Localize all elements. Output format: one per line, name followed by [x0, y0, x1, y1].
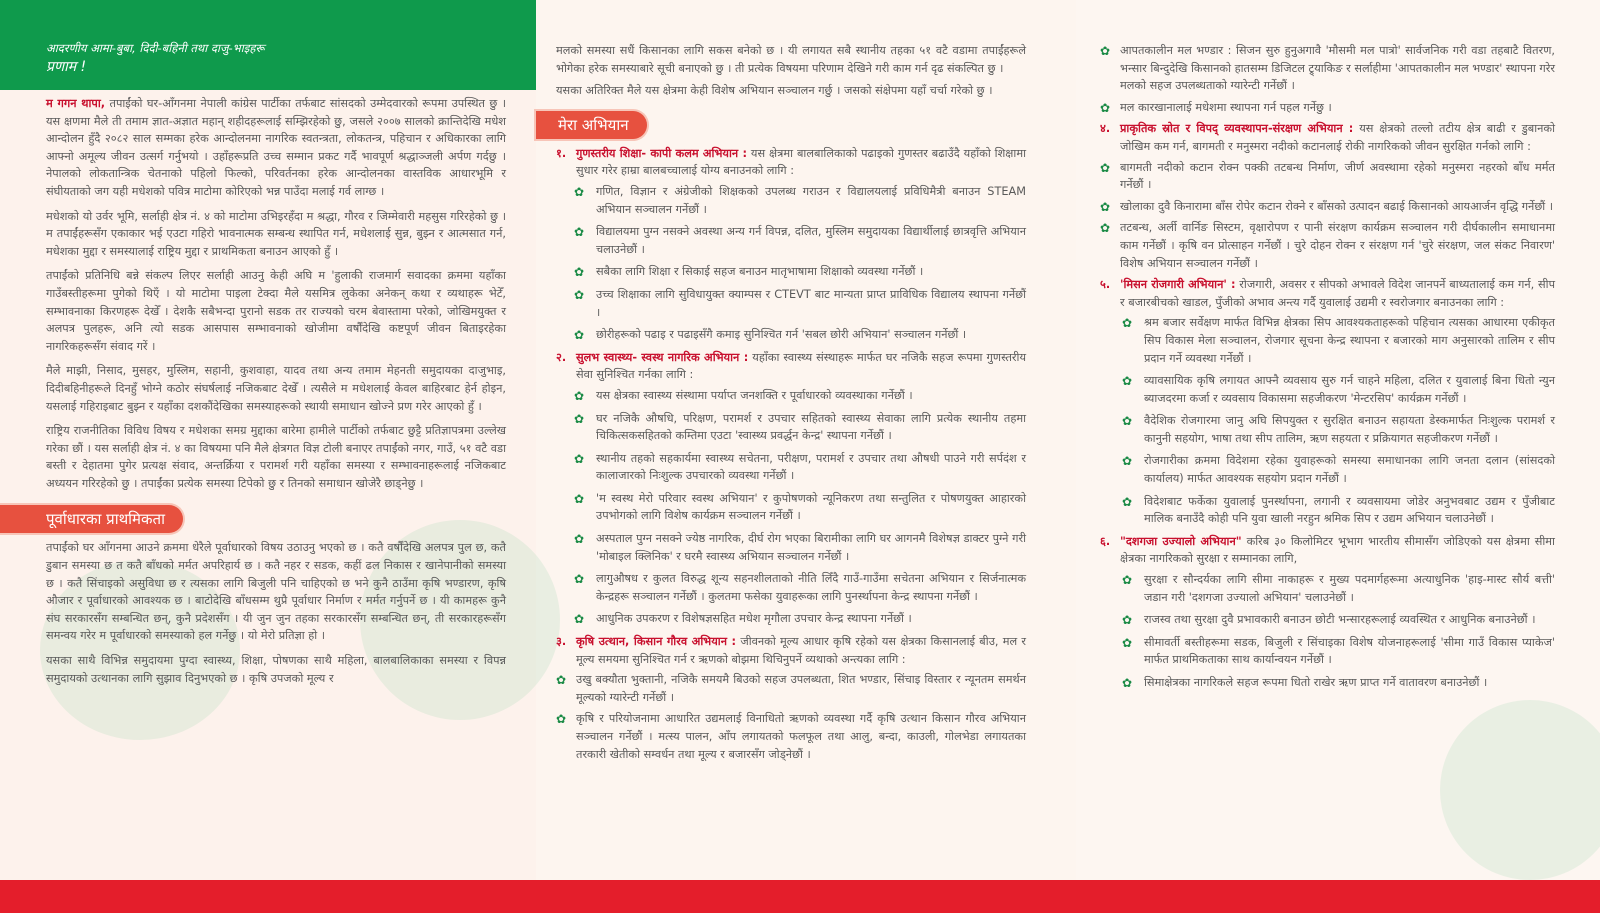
- list-item: ✿ कृषि र परियोजनामा आधारित उद्यमलाई विनाधितो ऋणको व्यवस्था गर्दै कृषि उत्थान किसान गौरव अभियान सञ्चालन गर्नेछौं । मत्स्य पालन, आँप लगायतको फलफूल तथा आलु, बन्दा, काउली, गोलभेडा लगायतका तरकारी खेतीको सम्वर्धन तथा मूल्य र बजारसँग जोड्नेछौं ।: [556, 712, 1026, 761]
- list-item: ✿ उच्च शिक्षाका लागि सुविधायुक्त क्याम्पस र CTEVT बाट मान्यता प्राप्त प्राविधिक विद्यालय स्थापना गर्नेछौं ।: [574, 287, 1026, 319]
- campaign-item-employment: ५. 'मिसन रोजगारी अभियान' : रोजगारी, अवसर र सीपको अभावले विदेश जानपर्ने बाध्यतालाई कम गर्न, सीप र बजारबीचको खाडल, पुँजीको अभाव अन्त्य गर्दै युवालाई उद्यमी र स्वरोजगार बनाउनका लागि :: [1100, 278, 1555, 309]
- paragraph: तपाईंको प्रतिनिधि बन्ने संकल्प लिएर सर्लाही आउनु केही अघि म 'हुलाकी राजमार्ग सवादका क्रममा यहाँका गाउँबस्तीहरूमा पुगेको थिएँ । यो माटोमा पाइला टेक्दा मैले यसमित्र लुकेका अनेकन् कथा र व्यथाहरू भेटेँ, सम्भावनाका किरणहरू देखेँ । देशकै सबैभन्दा पुरानो सडक तर राज्यको चरम बेवास्तामा परेको, जोखिमयुक्त र अलपत्र पुलहरू, अनि त्यो सडक आसपास सम्भावनाको खोजीमा वर्षौंदेखि कष्टपूर्ण जीवन बिताइरहेका नागरिकहरूसँग संवाद गरें ।: [46, 269, 506, 353]
- list-item: ✿ 'म स्वस्थ मेरो परिवार स्वस्थ अभियान' र कुपोषणको न्यूनिकरण तथा सन्तुलित र पोषणयुक्त आहारको उपभोगको लागि विशेष कार्यक्रम सञ्चालन गर्नेछौं ।: [574, 491, 1026, 523]
- leaf-icon: ✿: [574, 451, 585, 466]
- leaf-icon: ✿: [1122, 316, 1133, 331]
- paragraph: राष्ट्रिय राजनीतिका विविध विषय र मधेशका समग्र मुद्दाका बारेमा हामीले पार्टीको तर्फबाट छुट्टै प्रतिज्ञापत्रमा उल्लेख गरेका छौं । यस सर्लाही क्षेत्र नं. ४ का विषयमा पनि मैले क्षेत्रगत विज्ञ टोली बनाएर तपाईंको नगर, गाउँ, ५१ वटै वडा बस्ती र देहातमा पुगेर प्रत्यक्ष संवाद, अन्तर्क्रिया र परामर्श गरी यहाँका समस्या र सम्भावनाहरूलाई नजिकबाट अध्ययन गरिरहेको छु । तपाईंका प्रत्येक समस्या टिपेको छु र तिनको समाधान खोजेरै छाड्नेछु ।: [46, 424, 506, 490]
- footer-red-bar: [0, 880, 1600, 913]
- list-item: ✿ स्थानीय तहको सहकार्यमा स्वास्थ्य सचेतना, परीक्षण, परामर्श र उपचार तथा औषधी पाउने गरी सर्पदंश र कालाजारको निःशुल्क उपचारको व्यवस्था गर्नेछौं ।: [574, 451, 1026, 483]
- bullet-list: [556, 671, 1026, 763]
- leaf-icon: ✿: [574, 265, 585, 280]
- list-item: ✿ विद्यालयमा पुग्न नसक्ने अवस्था अन्य गर्न विपन्न, दलित, मुस्लिम समुदायका विद्यार्थीलाई छात्रवृत्ति अभियान चलाउनेछौं ।: [574, 225, 1026, 256]
- item-title: प्राकृतिक स्रोत र विपद् व्यवस्थापन-संरक्षण अभियान :: [1120, 122, 1354, 136]
- campaign-item-education: १. गुणस्तरीय शिक्षा- कापी कलम अभियान : यस क्षेत्रमा बालबालिकाको पढाइको गुणस्तर बढाउँदै यहाँको शिक्षामा सुधार गरेर हाम्रा बालबच्चालाई योग्य बनाउनको लागि :: [556, 146, 1026, 178]
- list-item: ✿ घर नजिकै औषधि, परिक्षण, परामर्श र उपचार सहितको स्वास्थ्य सेवाका लागि प्रत्येक स्थानीय तहमा चिकित्सकसहितको कम्तिमा एउटा 'स्वास्थ्य प्रवर्द्धन केन्द्र' स्थापना गर्नेछौं ।: [574, 411, 1026, 443]
- campaign-item-agriculture: ३. कृषि उत्थान, किसान गौरव अभियान : जीवनको मूल्य आधार कृषि रहेको यस क्षेत्रका किसानलाई बीउ, मल र मूल्य समयमा सुनिश्चित गर्न र ऋणको बोझमा थिचिनुपर्ने व्यथाको अन्त्यका लागि :: [556, 635, 1026, 666]
- bullet-list: [1100, 571, 1555, 692]
- list-item: ✿ व्यावसायिक कृषि लगायत आफ्नै व्यवसाय सुरु गर्न चाहने महिला, दलित र युवालाई बिना धितो न्युन ब्याजदरमा कर्जा र व्यवसाय विकासमा सहजीकरण 'मेन्टरसिप' कार्यक्रम गर्नेछौं ।: [1122, 374, 1555, 405]
- item-number: ३.: [556, 635, 567, 649]
- left-column: [0, 0, 536, 694]
- greeting-line: आदरणीय आमा-बुबा, दिदी-बहिनी तथा दाजु-भाइहरू: [46, 41, 265, 55]
- campaign-item-border-light: ६. "दशगजा उज्यालो अभियान" करिब ३० किलोमिटर भूभाग भारतीय सीमासँग जोडिएको यस क्षेत्रमा सीमा क्षेत्रका नागरिकको सुरक्षा र सम्मानका लागि,: [1100, 534, 1555, 566]
- infrastructure-heading: पूर्वाधारका प्राथमिकता: [0, 505, 183, 533]
- leaf-icon: ✿: [1100, 44, 1111, 58]
- list-item: ✿ बागमती नदीको कटान रोक्न पक्की तटबन्ध निर्माण, जीर्ण अवस्थामा रहेको मनुस्मरा नहरको बाँध मर्मत गर्नेछौं ।: [1100, 160, 1555, 192]
- leaf-icon: ✿: [574, 411, 585, 426]
- leaf-icon: ✿: [574, 184, 585, 199]
- leaf-icon: ✿: [1122, 494, 1133, 509]
- campaign-item-disaster: ४. प्राकृतिक स्रोत र विपद् व्यवस्थापन-संरक्षण अभियान : यस क्षेत्रको तल्लो तटीय क्षेत्र बाढी र डुबानको जोखिम कम गर्न, बागमती र मनुस्मरा नदीको कटानलाई रोकी नागरिकको जीवन सुरक्षित गर्नको लागि :: [1100, 122, 1556, 153]
- candidate-name: म गगन थापा,: [46, 97, 106, 110]
- paragraph: तपाईंको घर आँगनमा आउने क्रममा धेरैले पूर्वाधारको विषय उठाउनु भएको छ । कतै वर्षौंदेखि अलपत्र पुल छ, कतै डुबान समस्या छ त कतै बाँधको मर्मत अपरिहार्य छ । कतै नहर र सडक, कहीं ढल निकास र खानेपानीको समस्या छ । कतै सिंचाइको असुविधा छ र त्यसका लागि बिजुली पनि चाहिएको छ भने कुनै ठाउँमा कृषि भण्डारण, कृषि औजार र पूर्वाधारको आवश्यक छ । बाटोदेखि बाँधसम्म थुप्रै पूर्वाधार निर्माण र मर्मत गर्नुपर्ने छ । यी कामहरू कुनै संघ सरकारसँग सम्बन्धित छन्, कुनै प्रदेशसँग । यी जुन जुन तहका सरकारसँग सम्बन्धित छन्, ती सरकारहरूसँग समन्वय गरेर म पूर्वाधारको समस्याको हल गर्नेछु । यो मेरो प्रतिज्ञा हो ।: [46, 541, 506, 643]
- list-item: ✿ लागुऔषध र कुलत विरुद्ध शून्य सहनशीलताको नीति लिँदै गाउँ-गाउँमा सचेतना अभियान र सिर्जनात्मक केन्द्रहरू सञ्चालन गर्नेछौं । कुलतमा फसेका युवाहरूका लागि पुनर्स्थापना केन्द्र स्थापना गर्नेछौं ।: [574, 572, 1026, 603]
- list-item: ✿ सुरक्षा र सौन्दर्यका लागि सीमा नाकाहरू र मुख्य पदमार्गहरूमा अत्याधुनिक 'हाइ-मास्ट सौर्य बत्ती' जडान गरी 'दशगजा उज्यालो अभियान' चलाउनेछौं ।: [1122, 573, 1555, 604]
- list-item: ✿ वैदेशिक रोजगारमा जानु अघि सिपयुक्त र सुरक्षित बनाउन सहायता डेस्कमार्फत निःशुल्क परामर्श र कानुनी सहयोग, भाषा तथा सीप तालिम, ऋण सहयता र प्रक्रियागत सहजीकरण गर्नेछौं ।: [1122, 414, 1555, 445]
- item-title: सुलभ स्वास्थ्य- स्वस्थ नागरिक अभियान :: [576, 350, 749, 364]
- paragraph: यसका साथै विभिन्न समुदायमा पुग्दा स्वास्थ्य, शिक्षा, पोषणका साथै महिला, बालबालिकाका समस्या र विपन्न समुदायको उत्थानका लागि सुझाव दिनुभएको छ । कृषि उपजको मूल्य र: [46, 654, 506, 685]
- leaf-icon: ✿: [574, 388, 585, 403]
- list-item: ✿ सीमावर्ती बस्तीहरूमा सडक, बिजुली र सिंचाइका विशेष योजनाहरूलाई 'सीमा गाउँ विकास प्याकेज' मार्फत प्राथमिकताका साथ कार्यान्वयन गर्नेछौं ।: [1122, 635, 1555, 667]
- bullet-list: [1100, 314, 1555, 528]
- leaf-icon: ✿: [1122, 374, 1133, 389]
- list-item: ✿ तटबन्ध, अर्ली वार्निङ सिस्टम, वृक्षारोपण र पानी संरक्षण कार्यक्रम सञ्चालन गरी दीर्घकालीन समाधानमा काम गर्नेछौं । कृषि वन प्रोत्साहन गर्नेछौं । चुरे दोहन रोक्न र संरक्षण गर्न 'चुरे संरक्षण, जल संकट निवारण' विशेष अभियान सञ्चालन गर्नेछौं ।: [1100, 221, 1555, 270]
- item-number: ४.: [1100, 122, 1111, 136]
- leaf-icon: ✿: [574, 612, 585, 627]
- item-title: गुणस्तरीय शिक्षा- कापी कलम अभियान :: [576, 146, 747, 160]
- leaf-icon: ✿: [556, 712, 567, 727]
- bullet-list: [1100, 42, 1555, 116]
- leaf-icon: ✿: [1122, 454, 1133, 469]
- leaf-icon: ✿: [1122, 676, 1133, 690]
- bullet-list: [1100, 159, 1555, 273]
- greeting-banner: [0, 0, 536, 90]
- list-item: ✿ छोरीहरूको पढाइ र पढाइसँगै कमाइ सुनिश्चित गर्न 'सबल छोरी अभियान' सञ्चालन गर्नेछौं ।: [556, 326, 1026, 344]
- item-title: कृषि उत्थान, किसान गौरव अभियान :: [576, 635, 737, 649]
- leaf-icon: ✿: [574, 532, 585, 547]
- leaf-icon: ✿: [1100, 221, 1111, 236]
- leaf-icon: ✿: [556, 673, 567, 688]
- leaf-icon: ✿: [1100, 160, 1111, 175]
- campaign-item-health: २. सुलभ स्वास्थ्य- स्वस्थ नागरिक अभियान : यहाँका स्वास्थ्य संस्थाहरू मार्फत घर नजिकै सहज रूपमा गुणस्तरीय सेवा सुनिश्चित गर्नका लागि :: [556, 350, 1026, 382]
- leaf-icon: ✿: [1122, 573, 1133, 588]
- list-item: ✿ यस क्षेत्रका स्वास्थ्य संस्थामा पर्याप्त जनशक्ति र पूर्वाधारको व्यवस्थाका गर्नेछौं ।: [556, 387, 1026, 405]
- list-item: ✿ रोजगारीका क्रममा विदेशमा रहेका युवाहरूको समस्या समाधानका लागि जनता दलान (सांसदको कार्यालय) मार्फत आवश्यक सहयोग प्रदान गर्नेछौं ।: [1122, 454, 1555, 486]
- list-item: ✿ अस्पताल पुग्न नसक्ने ज्येष्ठ नागरिक, दीर्घ रोग भएका बिरामीका लागि घर आगनमै विशेषज्ञ डाक्टर पुग्ने गरी 'मोबाइल क्लिनिक' र घरमै स्वास्थ्य अभियान सञ्चालन गर्नेछौं ।: [574, 532, 1026, 563]
- list-item: ✿ आपतकालीन मल भण्डार : सिजन सुरु हुनुअगावै 'मौसमी मल पात्रो' सार्वजनिक गरी वडा तहबाटै वितरण, भन्सार बिन्दुदेखि किसानको हातसम्म डिजिटल ट्र्याकिङ र सर्लाहीमा 'आपतकालीन मल भण्डार' स्थापना गरेर मलको सहज उपलब्धताको ग्यारेन्टी गर्नेछौं ।: [1100, 44, 1556, 93]
- list-item: ✿ राजस्व तथा सुरक्षा दुवै प्रभावकारी बनाउन छोटी भन्सारहरूलाई व्यवस्थित र आधुनिक बनाउनेछौं ।: [1100, 611, 1555, 629]
- list-item: ✿ गणित, विज्ञान र अंग्रेजीको शिक्षकको उपलब्ध गराउन र विद्यालयलाई प्रविधिमैत्री बनाउन STEAM अभियान सञ्चालन गर्नेछौं ।: [574, 184, 1026, 216]
- leaf-icon: ✿: [1122, 414, 1133, 429]
- list-item: ✿ खोलाका दुवै किनारामा बाँस रोपेर कटान रोक्ने र बाँसको उत्पादन बढाई किसानको आयआर्जन वृद्धि गर्नेछौं ।: [1100, 198, 1555, 216]
- item-number: ६.: [1100, 534, 1111, 548]
- middle-column: [556, 42, 1026, 767]
- leaf-icon: ✿: [574, 225, 585, 240]
- leaf-icon: ✿: [1122, 635, 1133, 650]
- intro-paragraph: म गगन थापा, तपाईंको घर-आँगनमा नेपाली कांग्रेस पार्टीका तर्फबाट सांसदको उम्मेदवारको रूपमा उपस्थित छु । यस क्षणमा मैले ती तमाम ज्ञात-अज्ञात महान् शहीदहरूलाई सम्झिरहेको छु, जसले २००७ सालको क्रान्तिदेखि मधेश आन्दोलन हुँदै २०८२ साल सम्मका हरेक आन्दोलनमा नागरिक स्वतन्त्रता, लोकतन्त्र, पहिचान र अधिकारका लागि आफ्नो अमूल्य जीवन उत्सर्ग गर्नुभयो । उहाँहरूप्रति उच्च सम्मान प्रकट गर्दै भावपूर्ण श्रद्धाञ्जली अर्पण गर्दछु । नेपालको लोकतान्त्रिक चेतनाको पहिलो फिल्को, परिवर्तनका हरेक आन्दोलनका वास्तविक आधारभूमि र संघीयताको जग यही मधेशको पवित्र माटोमा कोरिएको भन्न पाउँदा मलाई गर्व लाग्छ ।: [46, 97, 506, 198]
- paragraph: यसका अतिरिक्त मैले यस क्षेत्रमा केही विशेष अभियान सञ्चालन गर्छु । जसको संक्षेपमा यहाँ चर्चा गरेको छु ।: [556, 84, 993, 98]
- list-item: ✿ सिमाक्षेत्रका नागरिकले सहज रूपमा धितो राखेर ऋण प्राप्त गर्ने वातावरण बनाउनेछौं ।: [1100, 674, 1555, 692]
- item-title: 'मिसन रोजगारी अभियान' :: [1120, 278, 1236, 292]
- leaf-icon: ✿: [1100, 199, 1111, 214]
- list-item: ✿ आधुनिक उपकरण र विशेषज्ञसहित मधेश मृगौला उपचार केन्द्र स्थापना गर्नेछौं ।: [556, 610, 1026, 628]
- leaf-icon: ✿: [574, 572, 585, 587]
- list-item: ✿ श्रम बजार सर्वेक्षण मार्फत विभिन्न क्षेत्रका सिप आवश्यकताहरूको पहिचान त्यसका आधारमा एकीकृत सिप विकास मेला सञ्चालन, रोजगार सूचना केन्द्र स्थापना र बजारको माग अनुसारको तालिम र सीप प्रदान गर्ने व्यवस्था गर्नेछौं ।: [1122, 316, 1555, 365]
- list-item: ✿ सबैका लागि शिक्षा र सिकाई सहज बनाउन मातृभाषामा शिक्षाको व्यवस्था गर्नेछौं ।: [556, 263, 1026, 281]
- list-item: ✿ विदेशबाट फर्केका युवालाई पुनर्स्थापना, लगानी र व्यवसायमा जोडेर अनुभवबाट उद्यम र पुँजीबाट मालिक बनाउँदै कोही पनि युवा खाली नरहुन श्रमिक सिप र उद्यम अभियान चलाउनेछौं ।: [1122, 494, 1555, 526]
- leaf-icon: ✿: [574, 491, 585, 506]
- paragraph: मधेशको यो उर्वर भूमि, सर्लाही क्षेत्र नं. ४ को माटोमा उभिइरहँदा म श्रद्धा, गौरव र जिम्मेवारी महसुस गरिरहेको छु । म तपाईंहरूसँग एकाकार भई एउटा गहिरो भावनात्मक सम्बन्ध स्थापित गर्न, मधेशलाई सुन्न, बुझ्न र आत्मसात गर्न, मधेशका मुद्दा र समस्यालाई राष्ट्रिय मुद्दा र प्राथमिकता बनाउन आएको हुँ ।: [46, 209, 506, 258]
- bullet-list: [556, 387, 1026, 628]
- item-number: १.: [556, 146, 567, 160]
- leaf-icon: ✿: [574, 328, 585, 343]
- bullet-list: [556, 183, 1026, 344]
- greeting-title: प्रणाम !: [46, 59, 87, 75]
- paragraph: मलको समस्या सधैं किसानका लागि सकस बनेको छ । यी लगायत सबै स्थानीय तहका ५१ वटै वडामा तपाईंहरूले भोगेका हरेक समस्याबारे सूची बनाएको छु । ती प्रत्येक विषयमा परिणाम देखिने गरी काम गर्न दृढ संकल्पित छु ।: [556, 44, 1026, 75]
- campaigns-heading: मेरा अभियान: [536, 111, 647, 139]
- leaf-icon: ✿: [574, 287, 585, 302]
- paragraph: मैले माझी, निसाद, मुसहर, मुस्लिम, सहानी, कुशवाहा, यादव तथा अन्य तमाम मेहनती समुदायका दाजुभाइ, दिदीबहिनीहरूले दिनहुँ भोग्ने कठोर संघर्षलाई नजिकबाट देखेँ । त्यसैले म मधेशलाई केवल बाहिरबाट हेर्न होइन, यसलाई गहिराइबाट बुझ्न र यहाँका दशकौंदेखिका समस्याहरूको स्थायी समाधान खोज्ने प्रण गरेर आएको हुँ ।: [46, 364, 506, 413]
- list-item: ✿ मल कारखानालाई मधेशमा स्थापना गर्न पहल गर्नेछु ।: [1100, 99, 1555, 117]
- list-item: ✿ उखु बक्यौता भुक्तानी, नजिकै समयमै बिउको सहज उपलब्धता, शित भण्डार, सिंचाइ विस्तार र न्यूनतम समर्थन मूल्यको ग्यारेन्टी गर्नेछौं ।: [556, 673, 1026, 704]
- item-number: ५.: [1100, 278, 1111, 292]
- leaf-icon: ✿: [1100, 100, 1111, 115]
- item-number: २.: [556, 350, 567, 364]
- leaf-icon: ✿: [1122, 613, 1133, 628]
- item-title: "दशगजा उज्यालो अभियान": [1120, 534, 1242, 548]
- right-column: [1100, 42, 1555, 697]
